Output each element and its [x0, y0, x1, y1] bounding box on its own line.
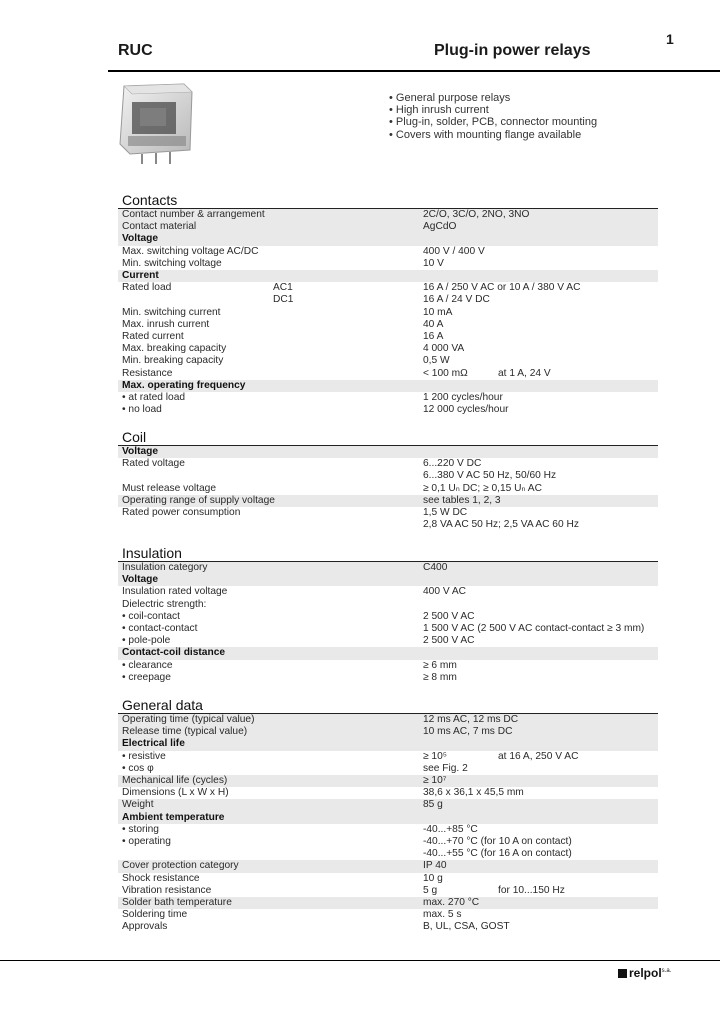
spec-row — [118, 611, 658, 623]
section-title-coil: Coil — [122, 429, 147, 445]
spec-value: 2 500 V AC — [423, 635, 475, 647]
spec-value: 85 g — [423, 799, 443, 811]
spec-row — [118, 282, 658, 294]
spec-label: Mechanical life (cycles) — [122, 775, 228, 786]
spec-row — [118, 562, 658, 574]
spec-row — [118, 355, 658, 367]
spec-row — [118, 860, 658, 872]
spec-label: Vibration resistance — [122, 884, 212, 896]
spec-row — [118, 660, 658, 672]
spec-label: Approvals — [122, 921, 168, 933]
spec-label: Contact number & arrangement — [122, 209, 265, 220]
spec-label: • no load — [122, 404, 162, 416]
spec-label: Solder bath temperature — [122, 897, 232, 908]
spec-label: Release time (typical value) — [122, 726, 248, 738]
spec-label: Min. switching current — [122, 306, 221, 318]
spec-row — [118, 221, 658, 233]
spec-label: Insulation category — [122, 562, 208, 573]
spec-value: 1,5 W DC — [423, 507, 468, 518]
spec-label: • at rated load — [122, 392, 186, 403]
product-code: RUC — [118, 42, 153, 59]
spec-row — [118, 574, 658, 586]
spec-label: Resistance — [122, 367, 173, 379]
spec-value: 2C/O, 3C/O, 2NO, 3NO — [423, 209, 530, 220]
spec-row — [118, 873, 658, 885]
spec-label: Weight — [122, 799, 154, 811]
spec-row — [118, 848, 658, 860]
section-title-general: General data — [122, 697, 203, 713]
spec-label: • coil-contact — [122, 610, 180, 622]
spec-value: 6...220 V DC — [423, 458, 482, 470]
spec-label: Operating range of supply voltage — [122, 494, 275, 506]
spec-value: C400 — [423, 562, 448, 573]
spec-row — [118, 380, 658, 392]
spec-value: 16 A / 24 V DC — [423, 294, 490, 306]
spec-row — [118, 519, 658, 531]
spec-row — [118, 714, 658, 726]
spec-row — [118, 458, 658, 470]
spec-row — [118, 763, 658, 775]
spec-row — [118, 343, 658, 355]
spec-label: • pole-pole — [122, 635, 171, 647]
spec-group-heading: Voltage — [122, 446, 159, 457]
spec-row — [118, 270, 658, 282]
spec-row — [118, 751, 658, 763]
spec-value: ≥ 6 mm — [423, 659, 457, 671]
spec-label: Dielectric strength: — [122, 598, 207, 610]
spec-row — [118, 775, 658, 787]
feature-item: • General purpose relays — [389, 92, 597, 104]
logo-suffix: s.a. — [661, 968, 672, 974]
spec-label: • operating — [122, 836, 171, 847]
spec-value: -40...+85 °C — [423, 823, 478, 835]
spec-label: • storing — [122, 823, 159, 835]
spec-group-heading: Voltage — [122, 574, 159, 586]
footer-rule — [0, 960, 720, 961]
feature-item: • Plug-in, solder, PCB, connector mounting — [389, 116, 597, 128]
spec-label: Rated power consumption — [122, 507, 241, 518]
spec-label: Rated voltage — [122, 458, 185, 470]
relay-product-image — [112, 80, 198, 168]
spec-value: 40 A — [423, 318, 444, 330]
spec-value: see Fig. 2 — [423, 762, 468, 774]
spec-row — [118, 307, 658, 319]
spec-label: Min. switching voltage — [122, 257, 222, 269]
spec-value: 16 A / 250 V AC or 10 A / 380 V AC — [423, 282, 581, 294]
spec-label: Max. breaking capacity — [122, 343, 227, 355]
spec-label: Contact material — [122, 221, 197, 233]
spec-row — [118, 799, 658, 811]
section-title-contacts: Contacts — [122, 192, 178, 208]
spec-condition: for 10...150 Hz — [498, 884, 565, 896]
spec-label: • cos φ — [122, 762, 154, 774]
spec-value: max. 5 s — [423, 909, 462, 921]
spec-row — [118, 392, 658, 404]
spec-label: • resistive — [122, 750, 166, 762]
logo-text: relpol — [629, 966, 662, 980]
spec-row — [118, 921, 658, 933]
spec-row — [118, 209, 658, 221]
spec-row — [118, 897, 658, 909]
spec-row — [118, 368, 658, 380]
spec-row — [118, 233, 658, 245]
spec-row — [118, 812, 658, 824]
spec-value: 10 g — [423, 872, 443, 884]
spec-row — [118, 294, 658, 306]
section-title-insulation: Insulation — [122, 545, 182, 561]
spec-value: 400 V / 400 V — [423, 245, 485, 257]
spec-condition: at 1 A, 24 V — [498, 367, 551, 379]
spec-value: max. 270 °C — [423, 897, 480, 908]
spec-value: B, UL, CSA, GOST — [423, 921, 510, 933]
spec-value: -40...+55 °C (for 16 A on contact) — [423, 848, 572, 860]
spec-value: AgCdO — [423, 221, 457, 233]
spec-row — [118, 726, 658, 738]
spec-row — [118, 672, 658, 684]
spec-row — [118, 909, 658, 921]
spec-sublabel: DC1 — [273, 294, 294, 306]
spec-row — [118, 495, 658, 507]
spec-row — [118, 446, 658, 458]
spec-label: Operating time (typical value) — [122, 714, 255, 725]
spec-row — [118, 331, 658, 343]
spec-value: 0,5 W — [423, 355, 450, 367]
header-rule — [108, 70, 720, 72]
spec-group-heading: Ambient temperature — [122, 811, 225, 823]
spec-value: 16 A — [423, 331, 444, 342]
relpol-logo — [618, 966, 671, 980]
spec-row — [118, 836, 658, 848]
spec-label: Soldering time — [122, 909, 188, 921]
spec-value: 12 ms AC, 12 ms DC — [423, 714, 519, 725]
spec-label: Insulation rated voltage — [122, 586, 228, 598]
spec-row — [118, 599, 658, 611]
spec-value: IP 40 — [423, 860, 447, 872]
spec-group-heading: Max. operating frequency — [122, 379, 246, 391]
spec-row — [118, 824, 658, 836]
spec-row — [118, 404, 658, 416]
spec-value: 10 ms AC, 7 ms DC — [423, 726, 513, 738]
spec-row — [118, 258, 658, 270]
spec-value: 2,8 VA AC 50 Hz; 2,5 VA AC 60 Hz — [423, 519, 579, 531]
spec-value: 1 500 V AC (2 500 V AC contact-contact ≥ 3 mm) — [423, 623, 645, 634]
spec-label: • clearance — [122, 659, 173, 671]
spec-row — [118, 623, 658, 635]
spec-label: • contact-contact — [122, 623, 198, 634]
spec-value: 1 200 cycles/hour — [423, 392, 503, 403]
spec-row — [118, 470, 658, 482]
spec-group-heading: Current — [122, 270, 159, 281]
spec-label: Dimensions (L x W x H) — [122, 787, 229, 799]
page-title: Plug-in power relays — [434, 42, 591, 59]
spec-value: 10 mA — [423, 306, 453, 318]
spec-row — [118, 507, 658, 519]
spec-row — [118, 483, 658, 495]
logo-mark-icon — [618, 969, 627, 978]
spec-row — [118, 586, 658, 598]
spec-value: 5 g — [423, 884, 438, 896]
spec-value: ≥ 8 mm — [423, 671, 457, 683]
spec-value: 2 500 V AC — [423, 610, 475, 622]
spec-row — [118, 647, 658, 659]
spec-label: Must release voltage — [122, 482, 217, 494]
spec-row — [118, 635, 658, 647]
spec-label: Cover protection category — [122, 860, 239, 872]
spec-label: Max. switching voltage AC/DC — [122, 245, 259, 257]
spec-label: Rated load — [122, 282, 172, 294]
spec-value: ≥ 0,1 Uₙ DC; ≥ 0,15 Uₙ AC — [423, 482, 542, 494]
spec-label: Shock resistance — [122, 872, 200, 884]
spec-label: Max. inrush current — [122, 318, 210, 330]
spec-label: Min. breaking capacity — [122, 355, 224, 367]
spec-condition: at 16 A, 250 V AC — [498, 750, 579, 762]
spec-row — [118, 787, 658, 799]
spec-value: see tables 1, 2, 3 — [423, 494, 501, 506]
feature-item: • Covers with mounting flange available — [389, 129, 597, 141]
spec-row — [118, 738, 658, 750]
feature-item: • High inrush current — [389, 104, 597, 116]
spec-value: 10 V — [423, 257, 444, 269]
spec-value: 12 000 cycles/hour — [423, 404, 509, 416]
spec-value: 6...380 V AC 50 Hz, 50/60 Hz — [423, 470, 557, 482]
spec-row — [118, 319, 658, 331]
spec-label: Rated current — [122, 331, 184, 342]
feature-list — [389, 92, 597, 141]
spec-value: -40...+70 °C (for 10 A on contact) — [423, 836, 572, 847]
spec-group-heading: Voltage — [122, 233, 159, 245]
spec-value: < 100 mΩ — [423, 367, 468, 379]
page-number: 1 — [666, 31, 674, 47]
spec-value: ≥ 10⁵ — [423, 750, 447, 762]
spec-label: • creepage — [122, 671, 171, 683]
spec-group-heading: Electrical life — [122, 738, 185, 750]
spec-value: 4 000 VA — [423, 343, 465, 355]
spec-group-heading: Contact-coil distance — [122, 647, 226, 659]
spec-row — [118, 246, 658, 258]
spec-sublabel: AC1 — [273, 282, 293, 294]
spec-row — [118, 885, 658, 897]
spec-value: ≥ 10⁷ — [423, 775, 447, 786]
spec-value: 38,6 x 36,1 x 45,5 mm — [423, 787, 524, 799]
spec-value: 400 V AC — [423, 586, 467, 598]
